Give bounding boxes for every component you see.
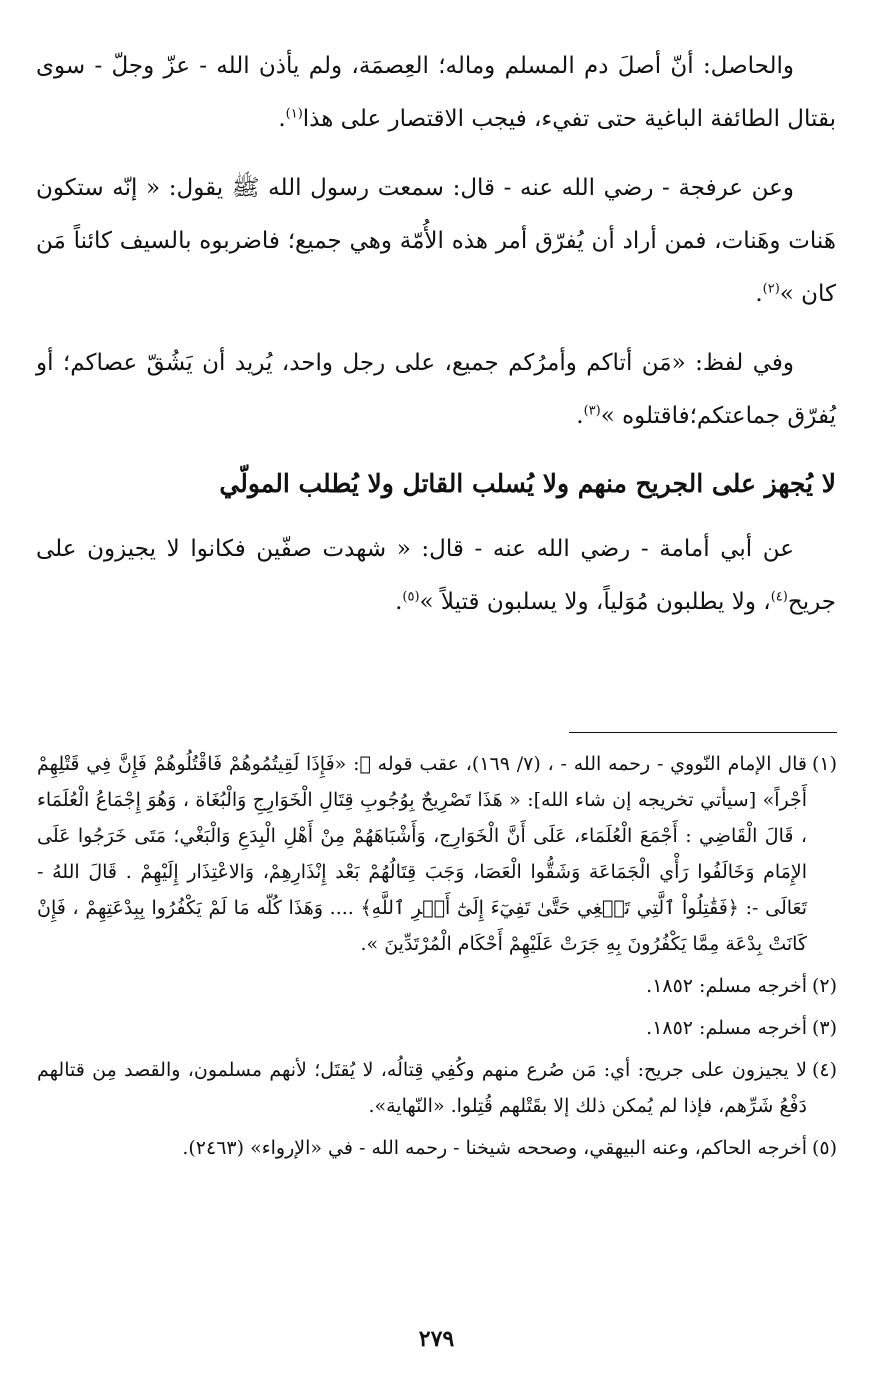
paragraph-text: ، ولا يطلبون مُوَلياً، ولا يسلبون قتيلاً »: [419, 589, 771, 615]
paragraph-other-wording: [36, 337, 836, 443]
footnote-number: (٢): [811, 975, 837, 997]
footnote-number: (٥): [811, 1137, 837, 1159]
paragraph-tail: .: [576, 403, 584, 429]
footnote-ref[interactable]: (١): [285, 106, 303, 122]
paragraph-tail: .: [395, 589, 403, 615]
paragraph-text: عن أبي أمامة - رضي الله عنه - قال: « شهدت صفّين فكانوا لا يجيزون على جريح: [36, 536, 836, 615]
footnote-item: [37, 968, 837, 1004]
footnote-item: [37, 746, 837, 962]
footnote-ref[interactable]: (٤): [770, 589, 788, 605]
section-heading: لا يُجهز على الجريح منهم ولا يُسلب القاتل ولا يُطلب المولّي: [219, 469, 836, 498]
footnote-text: أخرجه مسلم: ١٨٥٢.: [646, 975, 807, 997]
footnote-text: لا يجيزون على جريح: أي: مَن صُرع منهم وكُفِي قِتالُه، لا يُقتَل؛ لأنهم مسلمون، والقصد مِن قتالهم دَفْعُ شَرِّهم، فإذا لم يُمكن ذلك إلا بقَتْلهم قُتِلوا. «النّهاية».: [37, 1059, 807, 1117]
paragraph-text: وفي لفظ: «مَن أتاكم وأمرُكم جميع، على رجل واحد، يُريد أن يَشُقّ عصاكم؛ أو يُفرّق جماعتكم؛فاقتلوه »: [36, 350, 836, 429]
footnote-divider: [569, 732, 837, 733]
paragraph-text: وعن عرفجة - رضي الله عنه - قال: سمعت رسول الله ﷺ يقول: « إنّه ستكون هَنات وهَنات، فمن أراد أن يُفرّق أمر هذه الأُمّة وهي جميع؛ فاضربوه بالسيف كائناً مَن كان »: [36, 175, 836, 307]
footnote-number: (٣): [811, 1017, 837, 1039]
footnote-item: [37, 1130, 837, 1166]
paragraph-text: والحاصل: أنّ أصلَ دم المسلم وماله؛ العِصمَة، ولم يأذن الله - عزّ وجلّ - سوى بقتال الطائفة الباغية حتى تفيء، فيجب الاقتصار على هذا: [36, 53, 836, 132]
footnote-text: أخرجه مسلم: ١٨٥٢.: [646, 1017, 807, 1039]
footnote-number: (٤): [811, 1059, 837, 1081]
footnote-text: أخرجه الحاكم، وعنه البيهقي، وصححه شيخنا - رحمه الله - في «الإرواء» (٢٤٦٣).: [182, 1137, 807, 1159]
paragraph-conclusion: [36, 40, 836, 146]
footnote-ref[interactable]: (٣): [583, 403, 601, 419]
paragraph-arfaja-hadith: [36, 162, 836, 321]
paragraph-tail: .: [755, 281, 763, 307]
footnote-ref[interactable]: (٥): [402, 589, 420, 605]
page-number: ٢٧٩: [418, 1326, 455, 1352]
page-body: [36, 40, 836, 645]
footnote-ref[interactable]: (٢): [762, 281, 780, 297]
footnote-item: [37, 1052, 837, 1124]
paragraph-abu-umama: [36, 523, 836, 629]
footnote-item: [37, 1010, 837, 1046]
paragraph-tail: .: [278, 106, 286, 132]
footnote-text: قال الإمام النّووي - رحمه الله - ، (٧/ ١٦٩)، عقب قوله ﷺ: «فَإِذَا لَقِيتُمُوهُمْ فَاقْتُلُوهُمْ فَإِنَّ فِي قَتْلِهِمْ أَجْراً» [سيأتي تخريجه إن شاء الله]: « هَذَا تَصْرِيحٌ بِوُجُوبِ قِتَالِ الْخَوَارِجِ وَالْبُغَاة ، وَهُوَ إِجْمَاعُ الْعُلَمَاء ، قَالَ الْقَاضِي : أَجْمَعَ الْعُلَمَاء، عَلَى أَنَّ الْخَوَارِج، وَأَشْبَاهَهُمْ مِنْ أَهْلِ الْبِدَعِ وَالْبَغْي؛ مَتَى خَرَجُوا عَلَى الإِمَام وَخَالَفُوا رَأْي الْجَمَاعَة وَشَقُّوا الْعَصَا، وَجَبَ قِتَالُهُمْ بَعْد إِنْذَارِهِمْ، وَالاعْتِذَار إِلَيْهِمْ . قَالَ اللهُ - تَعَالَى -: ﴿فَقَٰتِلُواْ ٱلَّتِي تَبۡغِي حَتَّىٰ تَفِيٓءَ إِلَىٰٓ أَمۡرِ ٱللَّهِ﴾ .... وَهَذَا كُلّه مَا لَمْ يَكْفُرُوا بِبِدْعَتِهِمْ ، فَإِنْ كَانَتْ بِدْعَة مِمَّا يَكْفُرُونَ بِهِ جَرَتْ عَلَيْهِمْ أَحْكَام الْمُرْتَدِّينَ ».: [37, 753, 807, 955]
footnote-number: (١): [811, 753, 837, 775]
footnotes: [37, 746, 837, 1172]
